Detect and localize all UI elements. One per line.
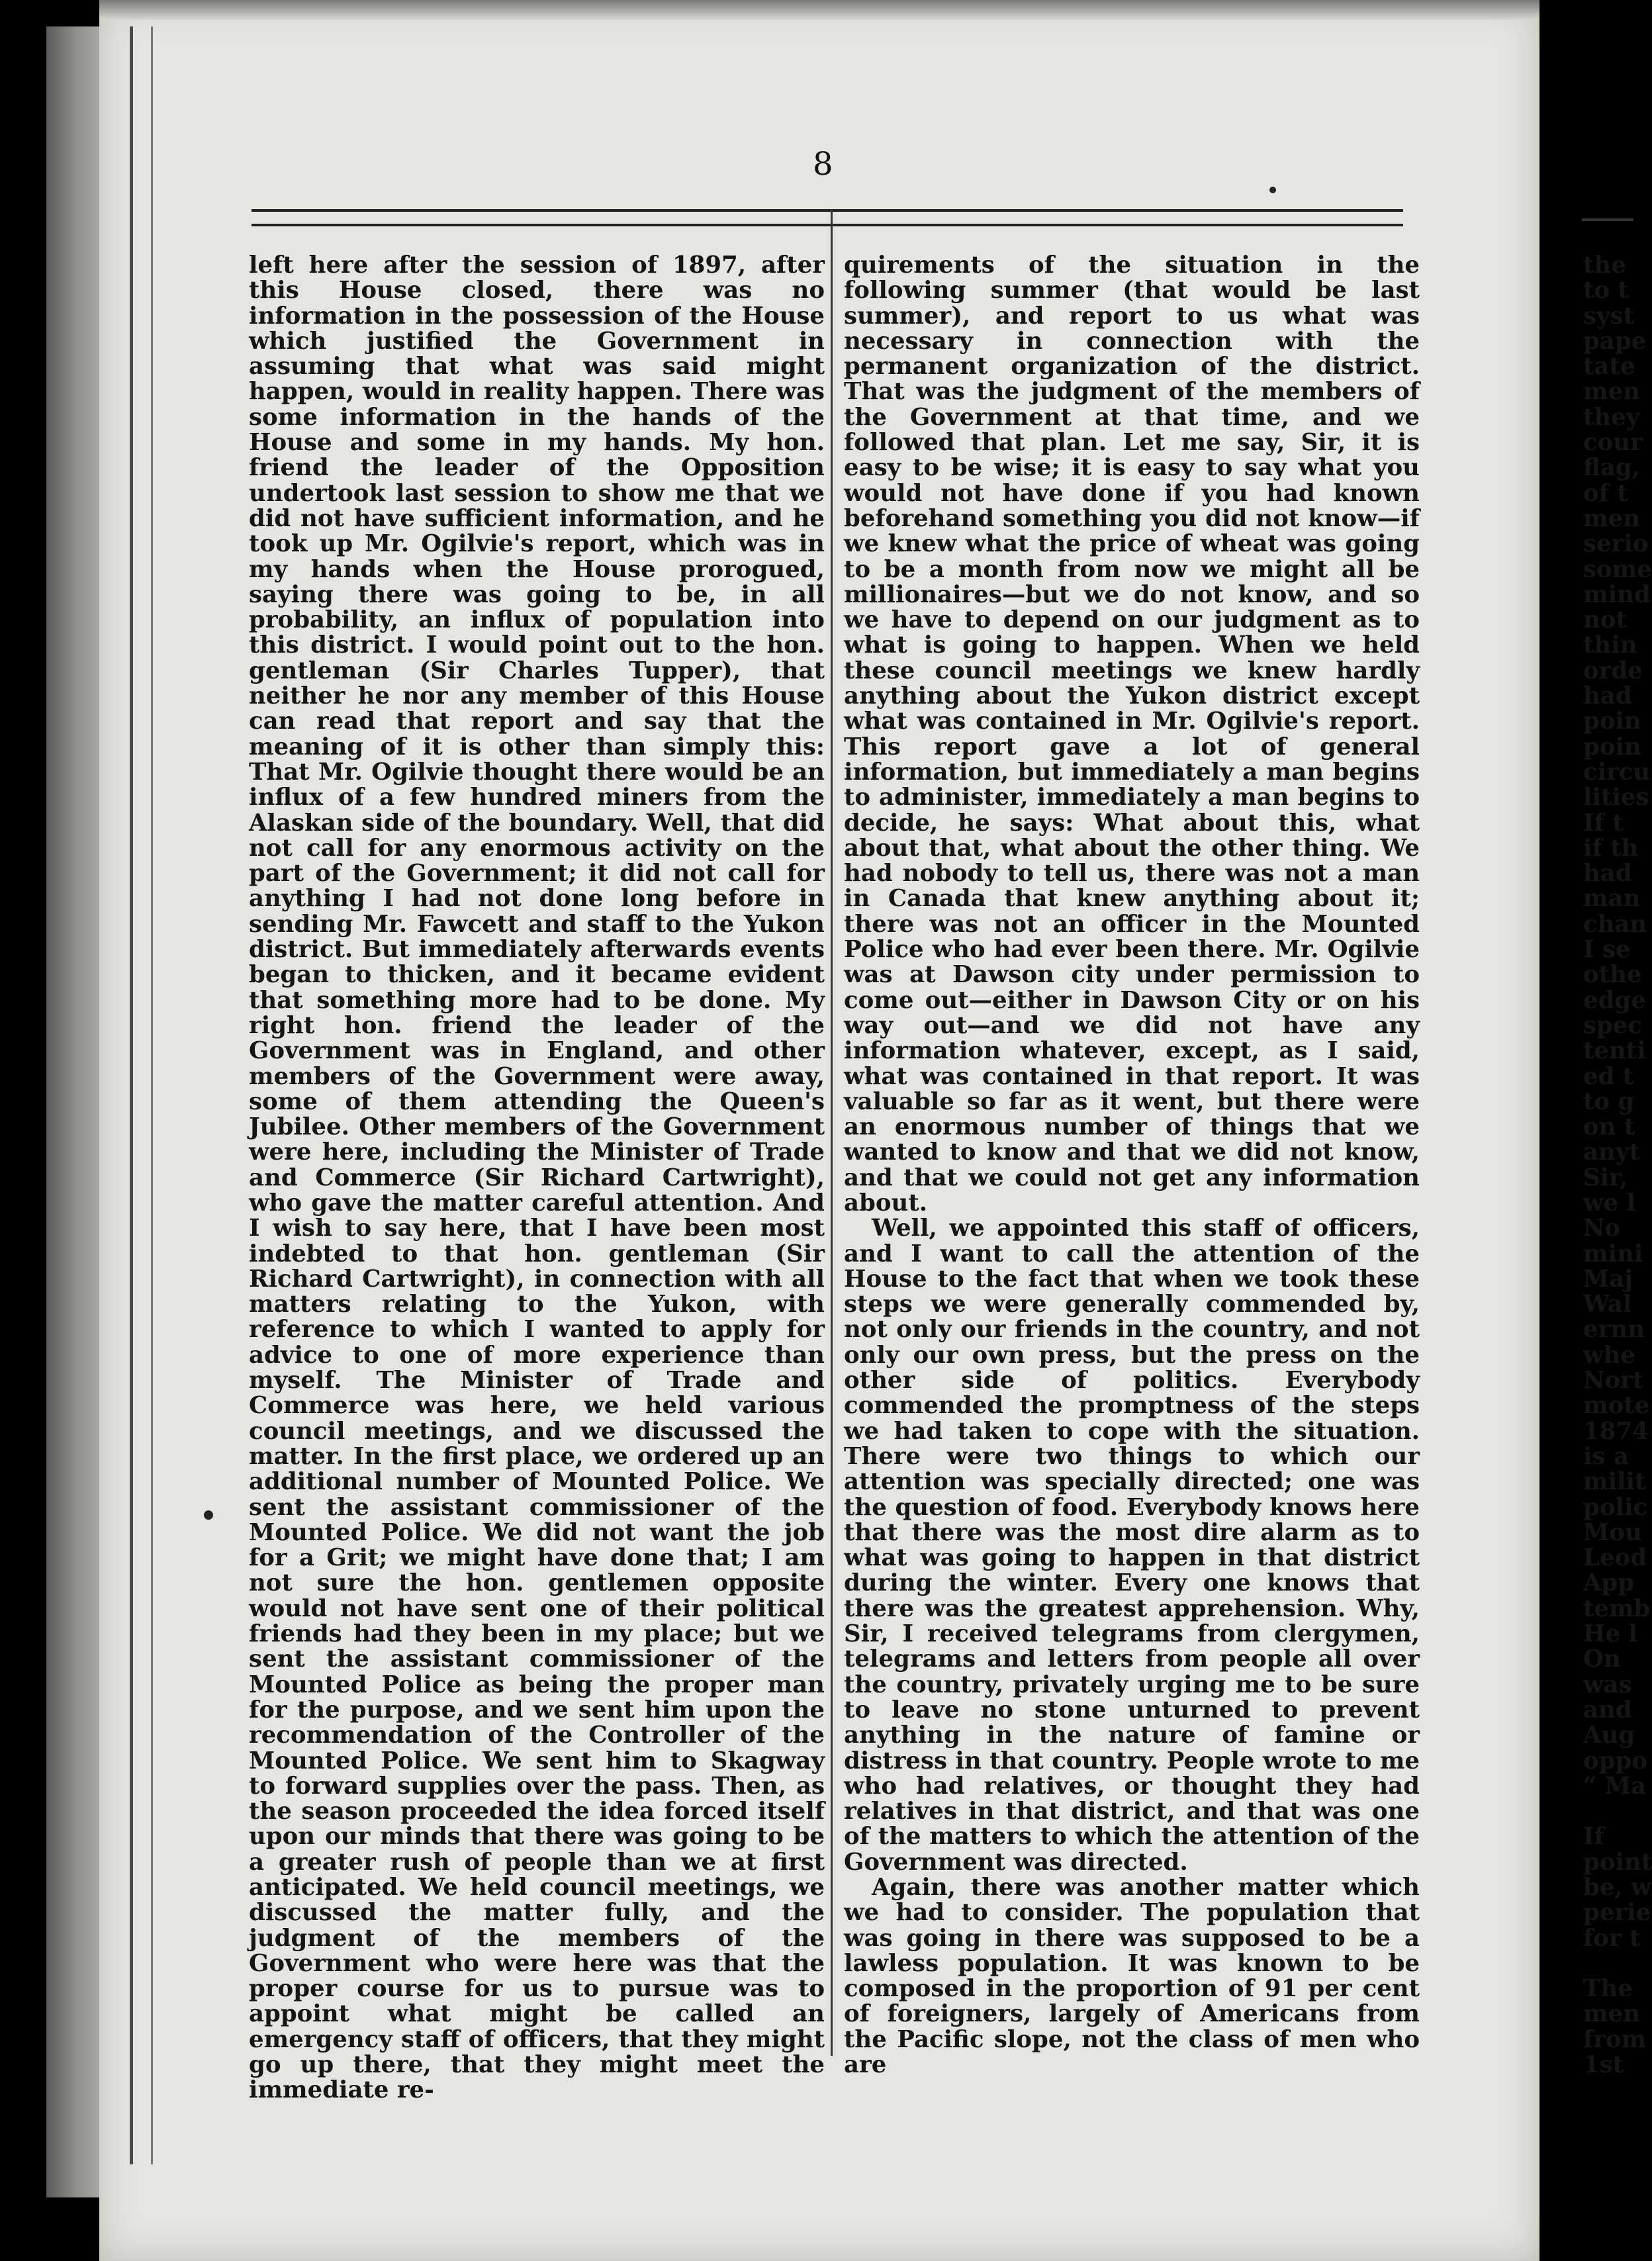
margin-line bbox=[130, 26, 133, 2164]
fragment-line: polic bbox=[1583, 1493, 1648, 1521]
fragment-line: circu bbox=[1583, 758, 1651, 786]
fragment-line: they bbox=[1583, 403, 1640, 431]
fragment-line: oppo bbox=[1583, 1747, 1648, 1775]
fragment-line: Sir, bbox=[1583, 1164, 1628, 1191]
fragment-line: flag, bbox=[1583, 454, 1640, 482]
fragment-line: I se bbox=[1583, 936, 1631, 964]
fragment-line: syst bbox=[1583, 302, 1634, 330]
fragment-line: If bbox=[1583, 1823, 1604, 1851]
print-speck bbox=[1269, 187, 1276, 193]
fragment-line: men bbox=[1583, 2000, 1640, 2028]
header-double-rule bbox=[252, 209, 1403, 226]
fragment-line: perie bbox=[1583, 1899, 1651, 1927]
fragment-line: mind bbox=[1583, 580, 1651, 608]
fragment-line: is a bbox=[1583, 1442, 1629, 1470]
fragment-line bbox=[1583, 1951, 1633, 1976]
print-speck bbox=[204, 1510, 213, 1520]
fragment-line: 1st bbox=[1583, 2051, 1624, 2079]
fragment-line: temb bbox=[1583, 1594, 1651, 1622]
fragment-line: ernn bbox=[1583, 1316, 1645, 1344]
fragment-line: tate bbox=[1583, 353, 1635, 381]
fragment-line: “ Ma bbox=[1583, 1772, 1647, 1800]
fragment-line: some bbox=[1583, 555, 1652, 583]
fragment-line: milit bbox=[1583, 1468, 1646, 1496]
fragment-line: men bbox=[1583, 378, 1640, 406]
fragment-line: had bbox=[1583, 682, 1632, 710]
fragment-line: for t bbox=[1583, 1924, 1641, 1952]
fragment-line: men bbox=[1583, 504, 1640, 532]
fragment-line: from bbox=[1583, 2025, 1647, 2053]
fragment-line: was bbox=[1583, 1671, 1632, 1698]
paragraph: Again, there was another matter which we had to consider. The population that was going in there was supposed to be a lawless population. It was known to be composed in the proportion of 91 per cent of foreigners, largely of Americans from the Pacific slope, not the class of men who are bbox=[844, 1874, 1420, 2079]
fragment-line: mini bbox=[1583, 1240, 1643, 1268]
fragment-line: orde bbox=[1583, 657, 1643, 684]
fragment-line: to t bbox=[1583, 277, 1629, 304]
fragment-line: and bbox=[1583, 1696, 1632, 1724]
fragment-line: we l bbox=[1583, 1189, 1635, 1217]
fragment-line: point bbox=[1583, 1848, 1652, 1876]
page-number: 8 bbox=[813, 146, 833, 183]
fragment-line: othe bbox=[1583, 961, 1642, 989]
column-divider bbox=[831, 209, 833, 2056]
fragment-line: serio bbox=[1583, 530, 1649, 558]
fragment-line: had bbox=[1583, 860, 1632, 888]
fragment-line: No bbox=[1583, 1215, 1621, 1242]
left-column bbox=[249, 252, 825, 2104]
paragraph: left here after the session of 1897, after this House closed, there was no information in the possession of the House which justified the Government in assuming that what was said might happen, would in reality happen. There was some information in the hands of the House and some in my hands. My hon. friend the leader of the Opposition undertook last session to show me that we did not have sufficient information, and he took up Mr. Ogilvie's report, which was in my hands when the House prorogued, saying there was going to be, in all probability, an influx of population into this district. I would point out to the hon. gentleman (Sir Charles Tupper), that neither he nor any member of this House can read that report and say that the meaning of it is other than simply this: That Mr. Ogilvie thought there would be an influx of a few hundred miners from the Alaskan side of the boundary. Well, that did not call for any enormous activity on the part of the Government; it did not call for anything I had not done long before in sending Mr. Fawcett and staff to the Yukon district. But immediately afterwards events began to thicken, and it became evident that something more had to be done. My right hon. friend the leader of the Government was in England, and other members of the Government were away, some of them attending the Queen's Jubilee. Other members of the Government were here, including the Minister of Trade and Commerce (Sir Richard Cartwright), who gave the matter careful attention. And I wish to say here, that I have been most indebted to that hon. gentleman (Sir Richard Cartwright), in connection with all matters relating to the Yukon, with reference to which I wanted to apply for advice to one of more experience than myself. The Minister of Trade and Commerce was here, we held various council meetings, and we discussed the matter. In the first place, we ordered up an additional number of Mounted Police. We sent the assistant commissioner of the Mounted Police. We did not want the job for a Grit; we might have done that; I am not sure the hon. gentlemen opposite would not have sent one of their political friends had they been in my place; but we sent the assistant commissioner of the Mounted Police as being the proper man for the purpose, and we sent him upon the recommendation of the Controller of the Mounted Police. We sent him to Skagway to forward supplies over the pass. Then, as the season proceeded the idea forced itself upon our minds that there was going to be a greater rush of people than we at first anticipated. We held council meetings, we discussed the matter fully, and the judgment of the members of the Government who were here was that the proper course for us to pursue was to appoint what might be called an emergency staff of officers, that they might go up there, that they might meet the immediate re- bbox=[249, 252, 825, 2104]
fragment-line: App bbox=[1583, 1569, 1635, 1597]
fragment-line: edge bbox=[1583, 986, 1646, 1014]
paragraph: Well, we appointed this staff of officers, and I want to call the attention of the House to the fact that when we took these steps we were generally commended by, not only our friends in the country, and not only our own press, but the press on the other side of politics. Everybody commended the promptness of the steps we had taken to cope with the situation. There were two things to which our attention was specially directed; one was the question of food. Everybody knows here that there was the most dire alarm as to what was going to happen in that district during the winter. Every one knows that there was the greatest apprehension. Why, Sir, I received telegrams from clergymen, telegrams and letters from people all over the country, privately urging me to be sure to leave no stone unturned to prevent anything in the nature of famine or distress in that country. People wrote to me who had relatives, or thought they had relatives in that district, and that was one of the matters to which the attention of the Government was directed. bbox=[844, 1215, 1420, 1876]
fragment-line: be, w bbox=[1583, 1874, 1651, 1901]
fragment-line: ed t bbox=[1583, 1062, 1634, 1090]
fragment-line: poin bbox=[1583, 733, 1641, 761]
fragment-line: The bbox=[1583, 1975, 1633, 2003]
fragment-line: cour bbox=[1583, 429, 1643, 457]
fragment-line: to g bbox=[1583, 1087, 1635, 1115]
fragment-line: Maj bbox=[1583, 1265, 1633, 1293]
fragment-line: on t bbox=[1583, 1113, 1635, 1141]
fragment-line: Nort bbox=[1583, 1367, 1644, 1395]
right-column bbox=[844, 252, 1420, 2079]
header-rule-next-page bbox=[1582, 218, 1633, 225]
fragment-line bbox=[1583, 1799, 1633, 1824]
margin-line-inner bbox=[151, 26, 153, 2164]
fragment-line: whe bbox=[1583, 1341, 1635, 1369]
fragment-line: chan bbox=[1583, 910, 1647, 938]
fragment-line: poin bbox=[1583, 708, 1641, 735]
fragment-line: if th bbox=[1583, 834, 1639, 862]
page-edge-shadow-top bbox=[99, 0, 1539, 20]
fragment-line: of t bbox=[1583, 479, 1628, 507]
fragment-line: Leod bbox=[1583, 1544, 1647, 1572]
fragment-line: Wal bbox=[1583, 1291, 1632, 1318]
fragment-line: the bbox=[1583, 252, 1626, 279]
paragraph: quirements of the situation in the following summer (that would be last summer), and report to us what was necessary in connection with the permanent organization of the district. That was the judgment of the members of the Government at that time, and we followed that plan. Let me say, Sir, it is easy to be wise; it is easy to say what you would not have done if you had known beforehand something you did not know—if we knew what the price of wheat was going to be a month from now we might all be millionaires—but we do not know, and so we have to depend on our judgment as to what is going to happen. When we held these council meetings we knew hardly anything about the Yukon district except what was contained in Mr. Ogilvie's report. This report gave a lot of general information, but immediately a man begins to administer, immediately a man begins to decide, he says: What about this, what about that, what about the other thing. We had nobody to tell us, there was not a man in Canada that knew anything about it; there was not an officer in the Mounted Police who had ever been there. Mr. Ogilvie was at Dawson city under permission to come out—either in Dawson City or on his way out—and we did not have any information whatever, except, as I said, what was contained in that report. It was valuable so far as it went, but there were an enormous number of things that we wanted to know and that we did not know, and that we could not get any information about. bbox=[844, 252, 1420, 1217]
fragment-line: lities bbox=[1583, 784, 1649, 811]
fragment-line: Aug bbox=[1583, 1722, 1635, 1749]
fragment-line: mote bbox=[1583, 1392, 1650, 1420]
fragment-line: Mou bbox=[1583, 1518, 1642, 1546]
fragment-line: 1874 bbox=[1583, 1417, 1649, 1445]
fragment-line: If t bbox=[1583, 809, 1624, 837]
fragment-line: thin bbox=[1583, 631, 1637, 659]
next-page-fragment bbox=[1583, 252, 1652, 2079]
fragment-line: man bbox=[1583, 885, 1641, 913]
fragment-line: tenti bbox=[1583, 1037, 1646, 1065]
fragment-line: not bbox=[1583, 606, 1627, 634]
fragment-line: He l bbox=[1583, 1620, 1637, 1648]
fragment-line: On bbox=[1583, 1645, 1621, 1673]
fragment-line: spec bbox=[1583, 1011, 1643, 1039]
fragment-line: anyt bbox=[1583, 1138, 1640, 1166]
fragment-line: pape bbox=[1583, 327, 1647, 355]
